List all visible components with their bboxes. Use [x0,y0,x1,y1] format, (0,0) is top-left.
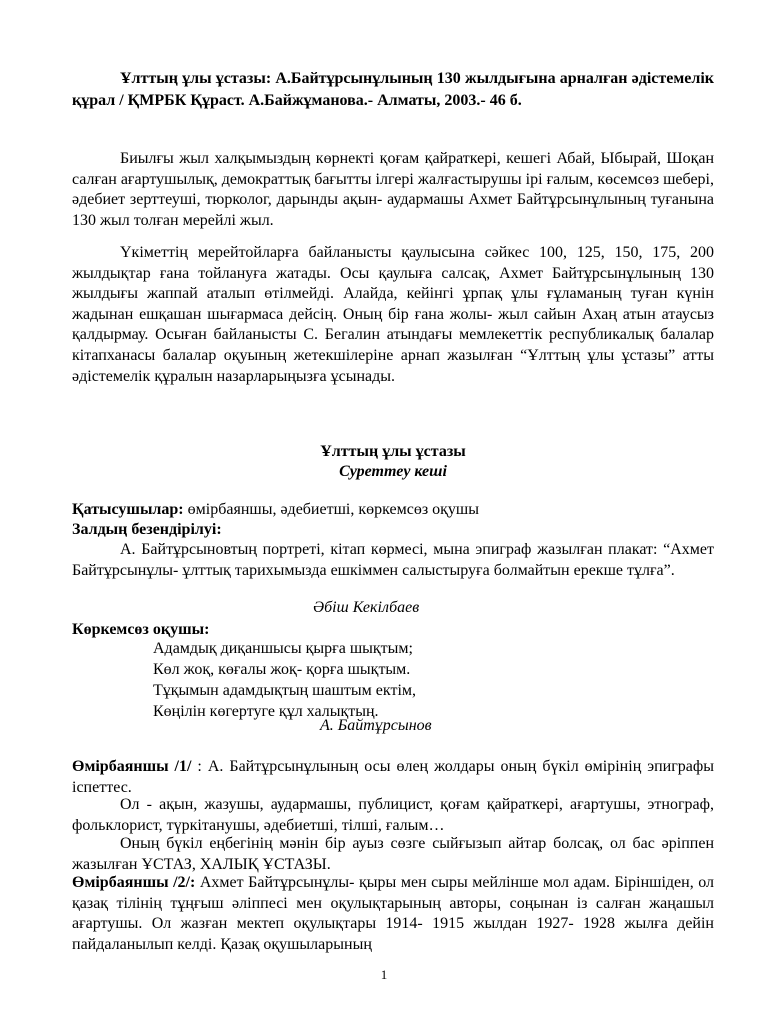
biographer-2-text: Ахмет Байтұрсынұлы- қыры мен сыры мейлінше мол адам. Біріншіден, ол қазақ тілінің тұңғыш әліппесі мен оқулықтарының авторы, соңынан із салған жаңашыл ағартушы. Ол жазған мектеп оқулықтары 1914- 1915 жылдан 1927- 1928 жылға дейін пайдаланылып келді. Қазақ оқушыларының [72,874,715,953]
biographer-2-label: Өмірбаяншы /2/: [72,874,196,891]
hall-label: Залдың безендірілуі: [72,521,222,538]
poem-line-4: Көңілін көгертуге құл халықтың. [153,703,379,720]
participants-line [72,500,714,521]
section-subtitle: Суреттеу кеші [339,463,447,480]
poem [153,638,416,722]
intro-paragraph-1: Биылғы жыл халқымыздың көрнекті қоғам қайраткері, кешегі Абай, Ыбырай, Шоқан салған ағартушылық, демократтық бағытты ілгері жалғастырушы ірі ғалым, көсемсөз шебері, әдебиет зерттеуші, тюрколог, дарынды ақын- аудармашы Ахмет Байтұрсынұлының туғанына 130 жыл толған мерейлі жыл. [72,150,714,229]
biographer-1-label: Өмірбаяншы /1/ [72,758,192,775]
hall-epigraph-author: Әбіш Кекілбаев [313,599,420,616]
page-number: 1 [380,967,388,982]
poem-line-3: Тұқымын адамдықтың шаштым ектім, [153,682,417,699]
participants-text: өмірбаяншы, әдебиетші, көркемсөз оқушы [183,501,479,518]
hall-text: А. Байтұрсыновтың портреті, кітап көрмесі, мына эпиграф жазылған плакат: “Ахмет Байтұрсынұлы- ұлттық тарихымызда ешкіммен салыстыруға болмайтын ерекше тұлға”. [72,541,714,579]
participants-label: Қатысушылар: [72,501,184,518]
poem-author: А. Байтұрсынов [320,717,432,734]
biographer-2-paragraph [72,873,714,955]
reader-label: Көркемсөз оқушы: [72,621,210,638]
section-title: Ұлттың ұлы ұстазы [320,443,466,460]
intro-paragraph-2: Үкіметтің мерейтойларға байланысты қаулысына сәйкес 100, 125, 150, 175, 200 жылдықтар ғана тойлануға жатады. Осы қаулыға салсақ, Ахмет Байтұрсынұлының 130 жылдығы жаппай аталып өтілмейді. Алайда, кейінгі ұрпақ ұлы ғұламаның туған күнін жадынан ешқашан шығармаса дейсің. Оның бір ғана жолы- жыл сайын Ахаң атын атаусыз қалдырмау. Осыған байланысты С. Бегалин атындағы мемлекеттік республикалық балалар кітапханасы балалар оқуының жетекшілеріне арнап жазылған “Ұлттың ұлы ұстазы” атты әдістемелік құралын назарларыңызға ұсынады. [72,244,714,385]
biographer-1-paragraph [72,757,714,798]
biographer-1-paragraph-2: Ол - ақын, жазушы, аудармашы, публицист, қоғам қайраткері, ағартушы, этнограф, фольклорист, түркітанушы, әдебиетші, тілші, ғалым… [72,796,714,834]
biographer-1-paragraph-3: Оның бүкіл еңбегінің мәнін бір ауыз сөзге сыйғызып айтар болсақ, ол бас әріппен жазылған ҰСТАЗ, ХАЛЫҚ ҰСТАЗЫ. [72,835,714,873]
poem-line-2: Көл жоқ, көғалы жоқ- қорға шықтым. [153,661,411,678]
poem-line-1: Адамдық диқаншысы қырға шықтым; [153,640,413,657]
document-header: Ұлттың ұлы ұстазы: А.Байтұрсынұлының 130 жылдығына арналған әдістемелік құрал / ҚМРБК Құраст. А.Байжұманова.- Алматы, 2003.- 46 б. [72,70,714,109]
biographer-1-text: : А. Байтұрсынұлының осы өлең жолдары оның бүкіл өмірінің эпиграфы іспеттес. [72,758,715,796]
